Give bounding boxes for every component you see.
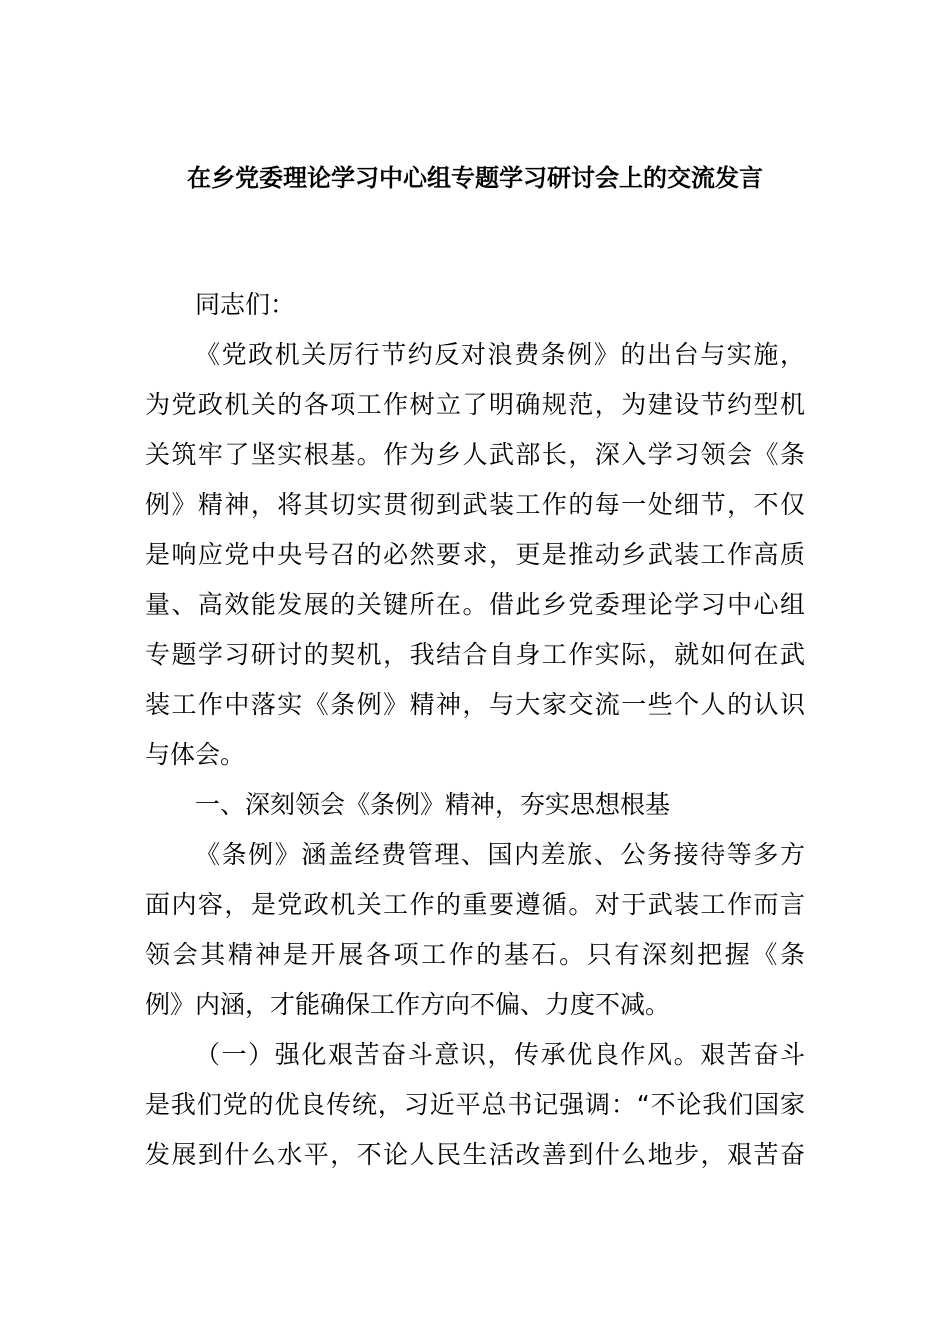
paragraph-line: 量、高效能发展的关键所在。借此乡党委理论学习中心组: [145, 590, 805, 619]
paragraph-line: 专题学习研讨的契机，我结合自身工作实际，就如何在武: [145, 640, 805, 669]
paragraph-line: 装工作中落实《条例》精神，与大家交流一些个人的认识: [145, 690, 805, 719]
paragraph-line: 面内容，是党政机关工作的重要遵循。对于武装工作而言: [145, 890, 805, 919]
paragraph-line: 关筑牢了坚实根基。作为乡人武部长，深入学习领会《条: [145, 440, 805, 469]
paragraph-line: 领会其精神是开展各项工作的基石。只有深刻把握《条: [145, 940, 805, 969]
document-title: 在乡党委理论学习中心组专题学习研讨会上的交流发言: [187, 164, 763, 192]
paragraph-line: 例》内涵，才能确保工作方向不偏、力度不减。: [145, 990, 671, 1019]
paragraph-line: （一）强化艰苦奋斗意识，传承优良作风。艰苦奋斗: [195, 1040, 805, 1069]
section-heading: 一、深刻领会《条例》精神，夯实思想根基: [195, 790, 671, 819]
paragraph-line: 发展到什么水平，不论人民生活改善到什么地步，艰苦奋: [145, 1140, 805, 1169]
paragraph-line: 为党政机关的各项工作树立了明确规范，为建设节约型机: [145, 390, 805, 419]
salutation-line: 同志们：: [195, 290, 296, 319]
paragraph-line: 与体会。: [145, 740, 246, 769]
paragraph-line: 《条例》涵盖经费管理、国内差旅、公务接待等多方: [195, 840, 805, 869]
paragraph-line: 《党政机关厉行节约反对浪费条例》的出台与实施，: [195, 340, 805, 369]
paragraph-line: 例》精神，将其切实贯彻到武装工作的每一处细节，不仅: [145, 490, 805, 519]
paragraph-line: 是响应党中央号召的必然要求，更是推动乡武装工作高质: [145, 540, 805, 569]
document-body: [145, 280, 815, 1180]
paragraph-line: 是我们党的优良传统，习近平总书记强调：“不论我们国家: [145, 1090, 805, 1119]
